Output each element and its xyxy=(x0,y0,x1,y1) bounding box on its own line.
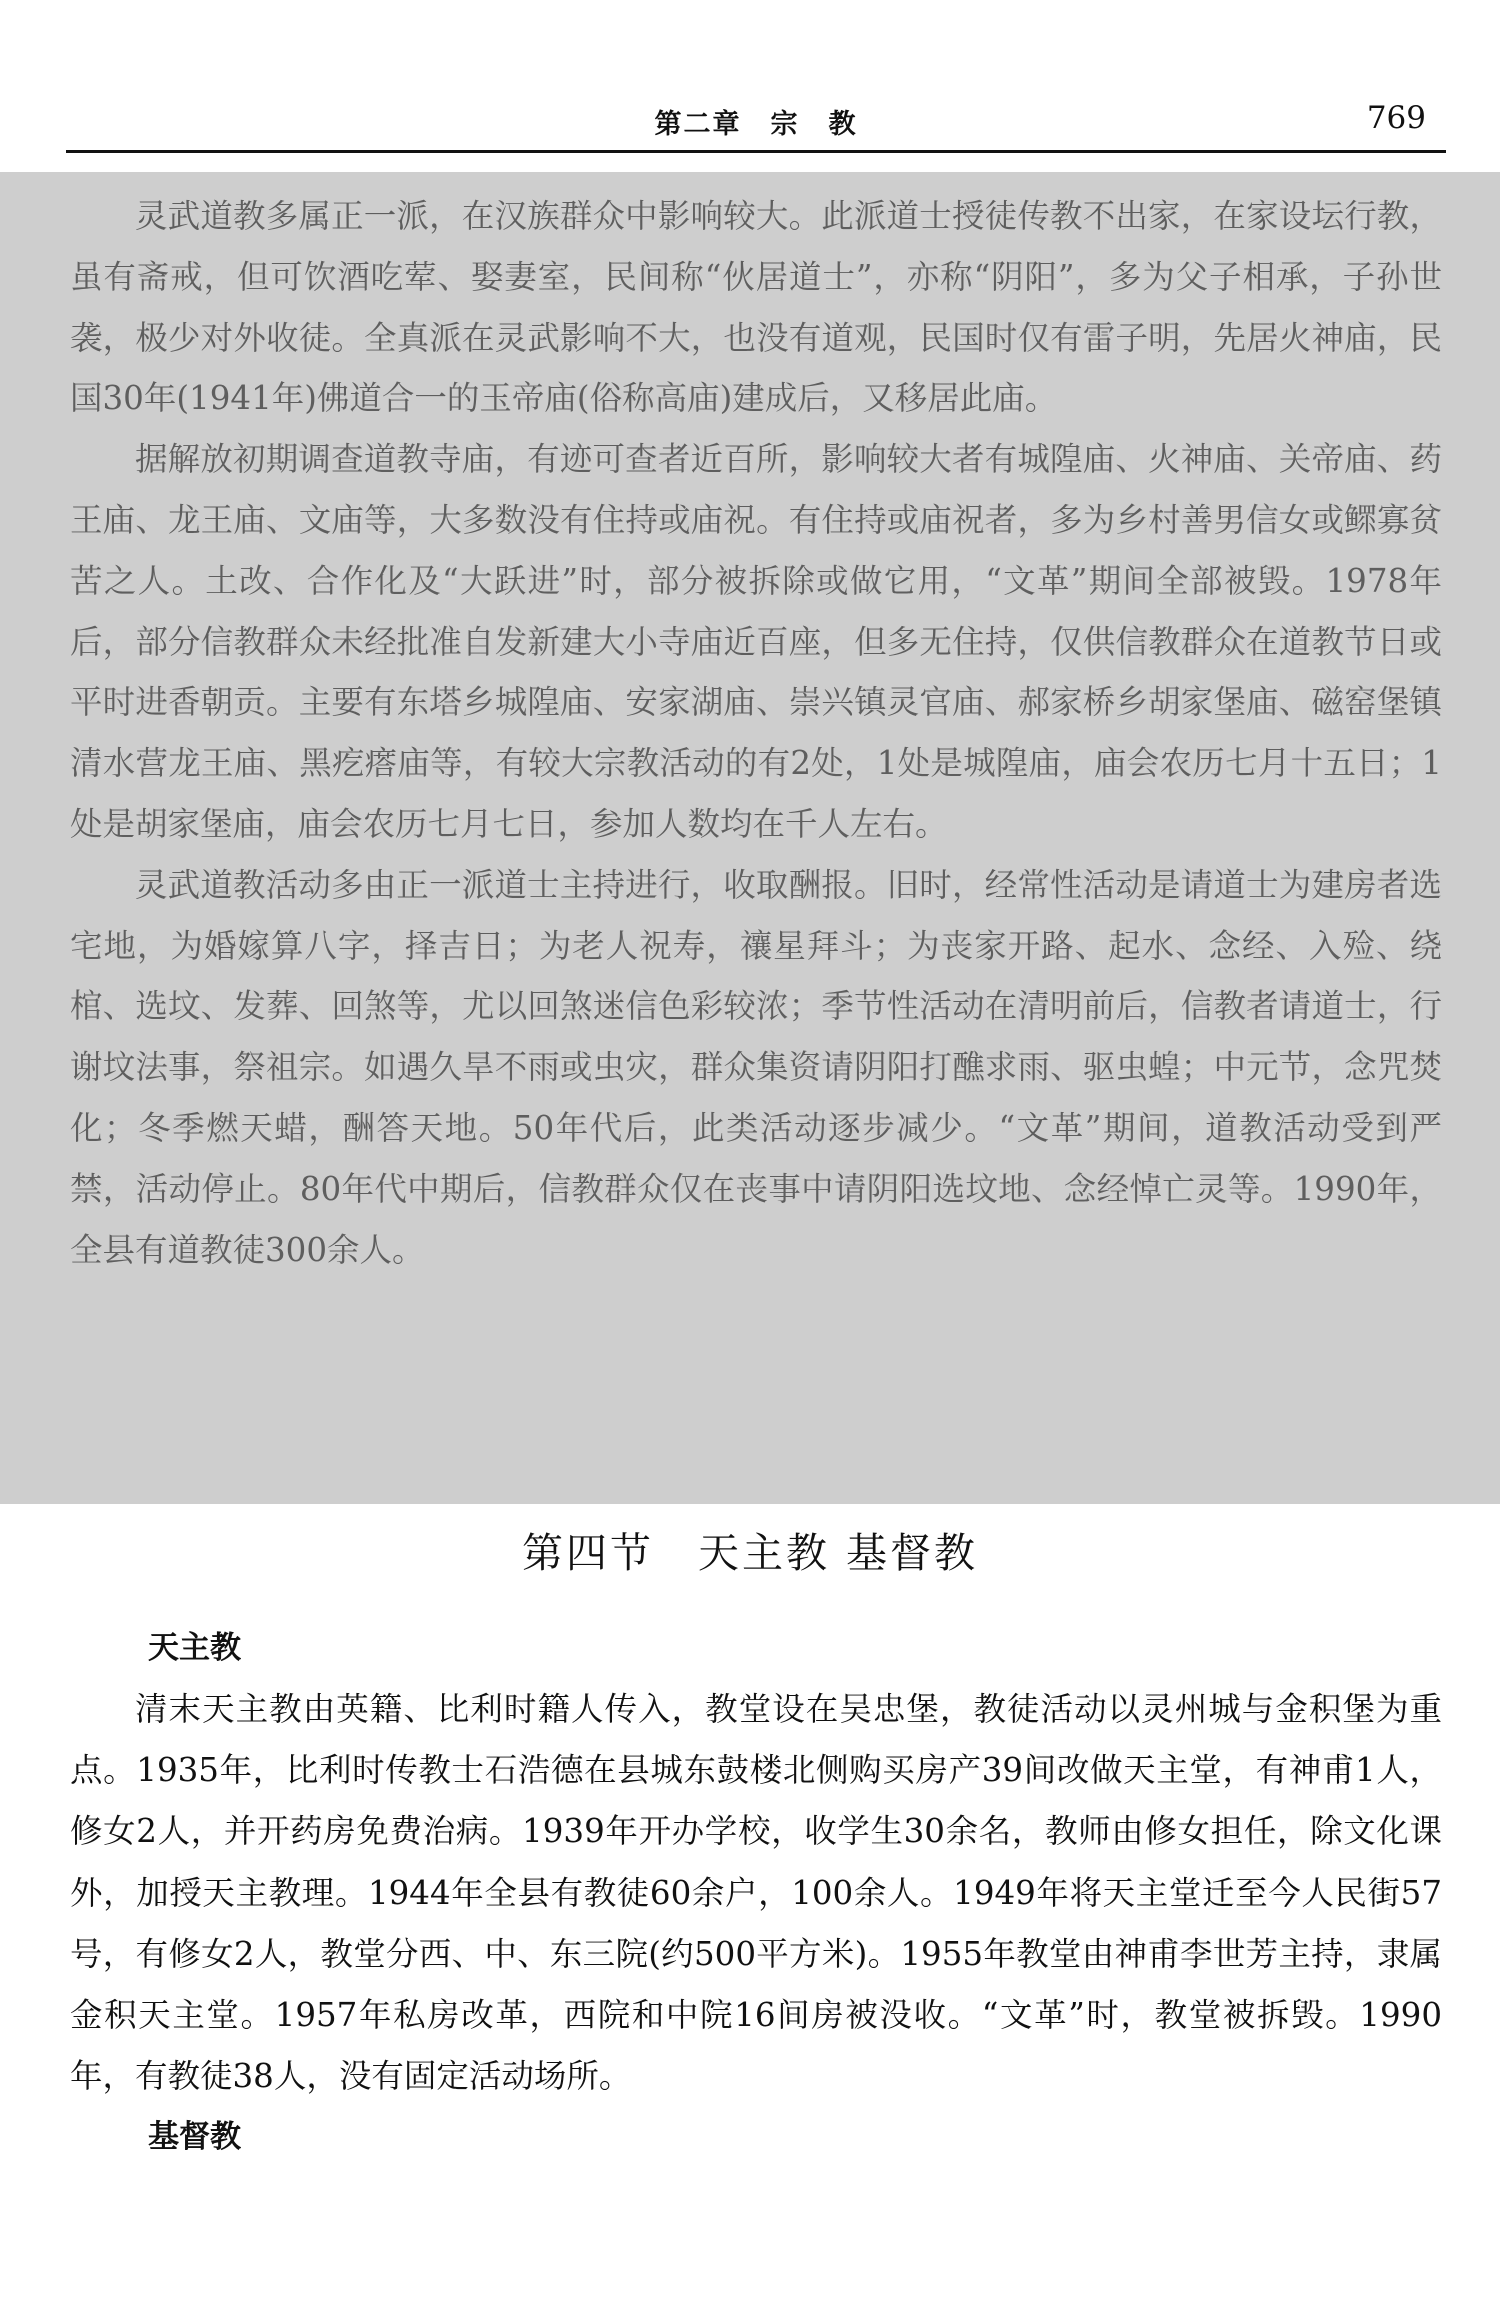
main-text-block xyxy=(70,1618,1442,2168)
subheading-protestantism: 基督教 xyxy=(148,2119,241,2156)
page-header xyxy=(66,100,1446,153)
section-title: 第四节 天主教 基督教 xyxy=(521,1529,979,1577)
paragraph: 灵武道教多属正一派，在汉族群众中影响较大。此派道士授徒传教不出家，在家设坛行教，虽有斋戒，但可饮酒吃荤、娶妻室，民间称“伙居道士”，亦称“阴阳”，多为父子相承，子孙世袭，极少对外收徒。全真派在灵武影响不大，也没有道观，民国时仅有雷子明，先居火神庙，民国30年(1941年)佛道合一的玉帝庙(俗称高庙)建成后，又移居此庙。 xyxy=(70,197,1442,418)
page-number: 769 xyxy=(1366,100,1426,136)
subheading-catholicism: 天主教 xyxy=(148,1630,241,1666)
paragraph: 清末天主教由英籍、比利时籍人传入，教堂设在吴忠堡，教徒活动以灵州城与金积堡为重点。1935年，比利时传教士石浩德在县城东鼓楼北侧购买房产39间改做天主堂，有神甫1人，修女2人，并开药房免费治病。1939年开办学校，收学生30余名，教师由修女担任，除文化课外，加授天主教理。1944年全县有教徒60余户，100余人。1949年将天主堂迁至今人民街57号，有修女2人，教堂分西、中、东三院(约500平方米)。1955年教堂由神甫李世芳主持，隶属金积天主堂。1957年私房改革，西院和中院16间房被没收。“文革”时，教堂被拆毁。1990年，有教徒38人，没有固定活动场所。 xyxy=(70,1690,1442,2096)
taoism-text-block xyxy=(70,186,1442,1280)
paragraph: 据解放初期调查道教寺庙，有迹可查者近百所，影响较大者有城隍庙、火神庙、关帝庙、药王庙、龙王庙、文庙等，大多数没有住持或庙祝。有住持或庙祝者，多为乡村善男信女或鳏寡贫苦之人。土改、合作化及“大跃进”时，部分被拆除或做它用，“文革”期间全部被毁。1978年后，部分信教群众未经批准自发新建大小寺庙近百座，但多无住持，仅供信教群众在道教节日或平时进香朝贡。主要有东塔乡城隍庙、安家湖庙、崇兴镇灵官庙、郝家桥乡胡家堡庙、磁窑堡镇清水营龙王庙、黑疙瘩庙等，有较大宗教活动的有2处，1处是城隍庙，庙会农历七月十五日；1处是胡家堡庙，庙会农历七月七日，参加人数均在千人左右。 xyxy=(70,440,1442,843)
running-head: 第二章 宗 教 xyxy=(654,109,858,140)
paragraph: 灵武道教活动多由正一派道士主持进行，收取酬报。旧时，经常性活动是请道士为建房者选宅地，为婚嫁算八字，择吉日；为老人祝寿，禳星拜斗；为丧家开路、起水、念经、入殓、绕棺、选坟、发葬、回煞等，尤以回煞迷信色彩较浓；季节性活动在清明前后，信教者请道士，行谢坟法事，祭祖宗。如遇久旱不雨或虫灾，群众集资请阴阳打醮求雨、驱虫蝗；中元节，念咒焚化；冬季燃天蜡，酬答天地。50年代后，此类活动逐步减少。“文革”期间，道教活动受到严禁，活动停止。80年代中期后，信教群众仅在丧事中请阴阳选坟地、念经悼亡灵等。1990年，全县有道教徒300余人。 xyxy=(70,865,1442,1269)
shaded-region xyxy=(0,172,1500,1504)
